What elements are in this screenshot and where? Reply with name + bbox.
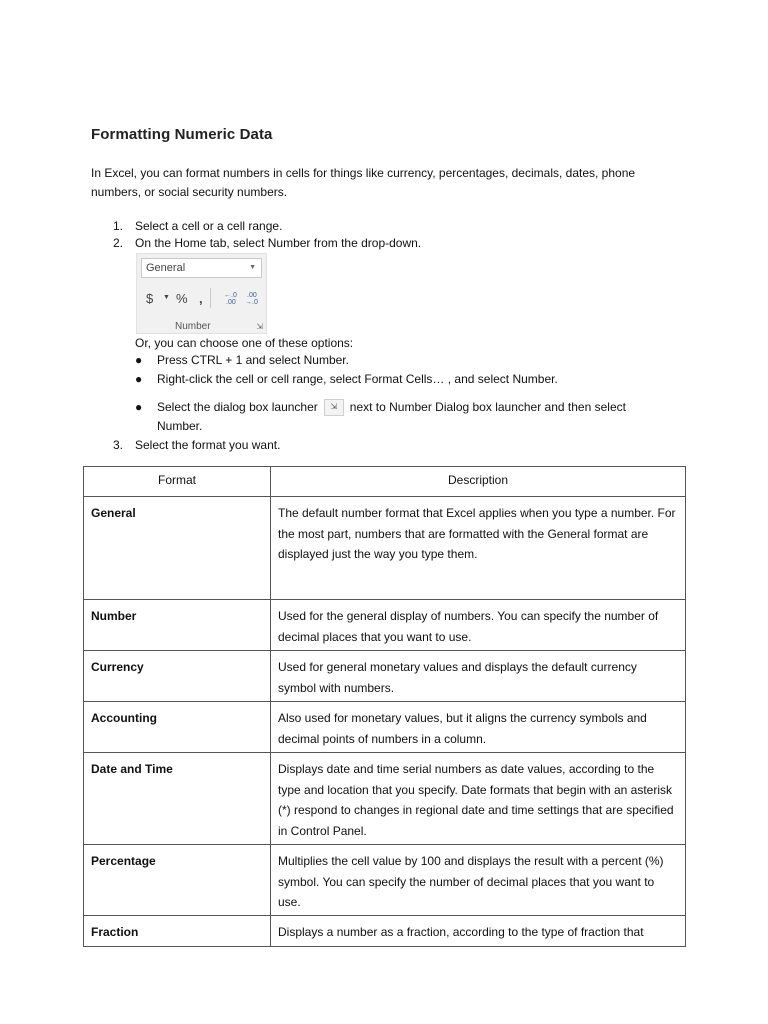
table-row	[84, 600, 686, 651]
group-label: Number	[175, 321, 211, 332]
dropdown-value: General	[146, 262, 186, 274]
decrease-decimal-icon-top[interactable]: .00	[247, 292, 257, 299]
bullet-icon: ●	[135, 400, 143, 414]
table-row	[84, 753, 686, 845]
number-format-dropdown[interactable]	[141, 258, 262, 278]
increase-decimal-icon-bottom[interactable]: .00	[226, 299, 236, 306]
table-row	[84, 497, 686, 600]
bullet-icon: ●	[135, 353, 143, 367]
separator	[210, 288, 211, 308]
column-header-format: Format	[84, 467, 271, 497]
format-cell: Date and Time	[84, 753, 271, 845]
option-text-before: Select the dialog box launcher	[157, 400, 318, 414]
dialog-launcher-icon: ⇲	[324, 399, 344, 416]
step-number: 2.	[113, 236, 124, 250]
or-text-label: Or, you can choose one of these options:	[135, 336, 354, 350]
option-text: Right-click the cell or cell range, select Format Cells… , and select Number.	[157, 372, 558, 386]
option-text-line2: Number.	[157, 419, 203, 433]
or-text	[135, 335, 353, 351]
format-cell: Accounting	[84, 702, 271, 753]
currency-icon[interactable]: $	[146, 291, 154, 306]
description-cell: Multiplies the cell value by 100 and displays the result with a percent (%) symbol. You can specify the number of decimal places that you want to use.	[271, 845, 686, 916]
table-row	[84, 651, 686, 702]
format-cell: Percentage	[84, 845, 271, 916]
format-cell: Number	[84, 600, 271, 651]
column-header-description: Description	[271, 467, 686, 497]
format-table	[83, 466, 686, 947]
comma-style-icon[interactable]: ,	[199, 291, 203, 306]
option-text-after: next to Number Dialog box launcher and then select	[349, 400, 626, 414]
intro-paragraph: In Excel, you can format numbers in cells for things like currency, percentages, decimals, dates, phone numbers, or social security numbers.	[91, 166, 636, 199]
step-text: Select a cell or a cell range.	[135, 219, 283, 233]
description-cell: Displays a number as a fraction, according to the type of fraction that	[271, 916, 686, 947]
description-cell: The default number format that Excel applies when you type a number. For the most part, numbers that are formatted with the General format are displayed just the way you type them.	[271, 497, 686, 600]
bullet-icon: ●	[135, 372, 143, 386]
description-cell: Also used for monetary values, but it aligns the currency symbols and decimal points of numbers in a column.	[271, 702, 686, 753]
option-text	[157, 398, 626, 416]
dialog-launcher-icon[interactable]: ⇲	[256, 322, 263, 331]
percent-icon[interactable]: %	[176, 291, 188, 306]
table-row	[84, 702, 686, 753]
step-text: On the Home tab, select Number from the drop-down.	[135, 236, 422, 250]
description-cell: Used for general monetary values and displays the default currency symbol with numbers.	[271, 651, 686, 702]
format-cell: Currency	[84, 651, 271, 702]
option-text: Press CTRL + 1 and select Number.	[157, 353, 349, 367]
step-text: Select the format you want.	[135, 438, 281, 452]
page-title: Formatting Numeric Data	[91, 126, 273, 143]
step-number: 3.	[113, 438, 124, 452]
description-cell: Used for the general display of numbers. You can specify the number of decimal places that you want to use.	[271, 600, 686, 651]
chevron-down-icon: ▼	[249, 264, 256, 271]
decrease-decimal-icon-bottom[interactable]: →.0	[245, 299, 258, 306]
step-number: 1.	[113, 219, 124, 233]
number-group-ribbon	[136, 253, 267, 334]
chevron-down-icon[interactable]: ▼	[163, 294, 170, 301]
format-cell: Fraction	[84, 916, 271, 947]
format-cell: General	[84, 497, 271, 600]
table-row	[84, 845, 686, 916]
increase-decimal-icon-top[interactable]: ←.0	[224, 292, 237, 299]
description-cell: Displays date and time serial numbers as date values, according to the type and location that you specify. Date formats that begin with an asterisk (*) respond to changes in regional date and time settings that are specified in Control Panel.	[271, 753, 686, 845]
table-row	[84, 916, 686, 947]
table-header-row	[84, 467, 686, 497]
